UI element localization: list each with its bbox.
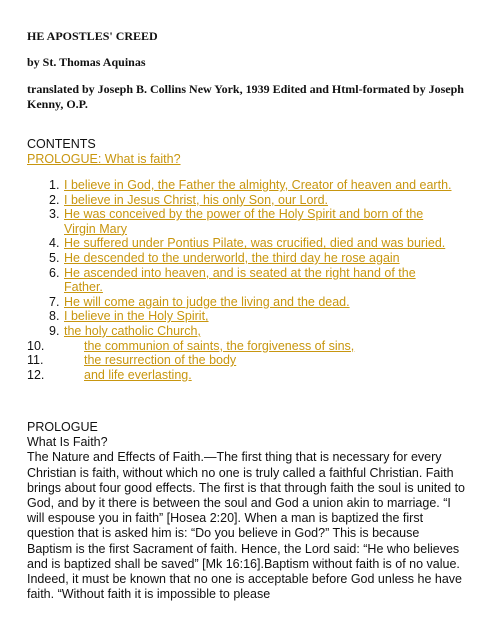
item-number: 5. bbox=[49, 250, 60, 265]
article-link-12[interactable]: and life everlasting. bbox=[84, 367, 192, 382]
list-item bbox=[27, 251, 457, 266]
list-item bbox=[27, 324, 457, 339]
prologue-link[interactable]: PROLOGUE: What is faith? bbox=[27, 152, 181, 166]
prologue-heading: PROLOGUE bbox=[27, 420, 98, 434]
list-item bbox=[27, 295, 457, 310]
document-title: HE APOSTLES' CREED bbox=[27, 29, 158, 43]
item-number: 3. bbox=[49, 207, 60, 222]
list-item bbox=[27, 207, 457, 236]
item-number: 1. bbox=[49, 178, 60, 192]
article-link-11[interactable]: the resurrection of the body bbox=[84, 353, 237, 368]
list-item bbox=[27, 193, 457, 208]
item-number: 6. bbox=[49, 265, 60, 280]
list-item bbox=[27, 266, 457, 295]
article-link-3[interactable]: He was conceived by the power of the Holy Spirit and born of the Virgin Mary bbox=[64, 207, 424, 236]
article-link-4[interactable]: He suffered under Pontius Pilate, was crucified, died and was buried. bbox=[64, 236, 446, 251]
contents-heading: CONTENTS bbox=[27, 137, 96, 151]
article-link-5[interactable]: He descended to the underworld, the third day he rose again bbox=[64, 250, 400, 265]
prologue-subheading: What Is Faith? bbox=[27, 435, 108, 450]
translation-credit: translated by Joseph B. Collins New York, 1939 Edited and Html-formated by Joseph Kenny, O.P. bbox=[27, 82, 464, 111]
article-link-8[interactable]: I believe in the Holy Spirit, bbox=[64, 309, 209, 324]
item-number: 7. bbox=[49, 294, 60, 309]
article-link-1[interactable]: I believe in God, the Father the almighty, Creator of heaven and earth. bbox=[64, 178, 452, 192]
article-link-9[interactable]: the holy catholic Church, bbox=[64, 323, 201, 338]
list-item bbox=[27, 309, 457, 324]
item-number: 12. bbox=[27, 367, 45, 382]
article-link-10[interactable]: the communion of saints, the forgiveness of sins, bbox=[84, 338, 355, 353]
prologue-section bbox=[27, 420, 465, 602]
article-link-2[interactable]: I believe in Jesus Christ, his only Son, our Lord. bbox=[64, 192, 329, 207]
list-item bbox=[27, 339, 457, 354]
list-item bbox=[27, 353, 457, 368]
list-item bbox=[27, 236, 457, 251]
item-number: 9. bbox=[49, 323, 60, 338]
item-number: 4. bbox=[49, 236, 60, 251]
item-number: 11. bbox=[27, 353, 44, 368]
articles-list bbox=[27, 178, 457, 382]
list-item bbox=[27, 178, 457, 193]
item-number: 2. bbox=[49, 192, 60, 207]
item-number: 10. bbox=[27, 338, 45, 353]
article-link-6[interactable]: He ascended into heaven, and is seated at the right hand of the Father. bbox=[64, 265, 416, 295]
author-line: by St. Thomas Aquinas bbox=[27, 55, 146, 69]
article-link-7[interactable]: He will come again to judge the living and the dead. bbox=[64, 294, 350, 309]
prologue-body: The Nature and Effects of Faith.—The first thing that is necessary for every Christian is faith, without which no one is truly called a faithful Christian. Faith brings about four good effects. The first is that through faith the soul is united to God, and by it there is between the soul and God a union akin to marriage. “I will espouse you in faith” [Hosea 2:20]. When a man is baptized the first question that is asked him is: “Do you believe in God?” This is because Baptism is the first Sacrament of faith. Hence, the Lord said: “He who believes and is baptized shall be saved” [Mk 16:16].Baptism without faith is of no value. Indeed, it must be known that no one is acceptable before God unless he have faith. “Without faith it is impossible to please bbox=[27, 450, 466, 602]
list-item bbox=[27, 368, 457, 383]
item-number: 8. bbox=[49, 309, 60, 324]
